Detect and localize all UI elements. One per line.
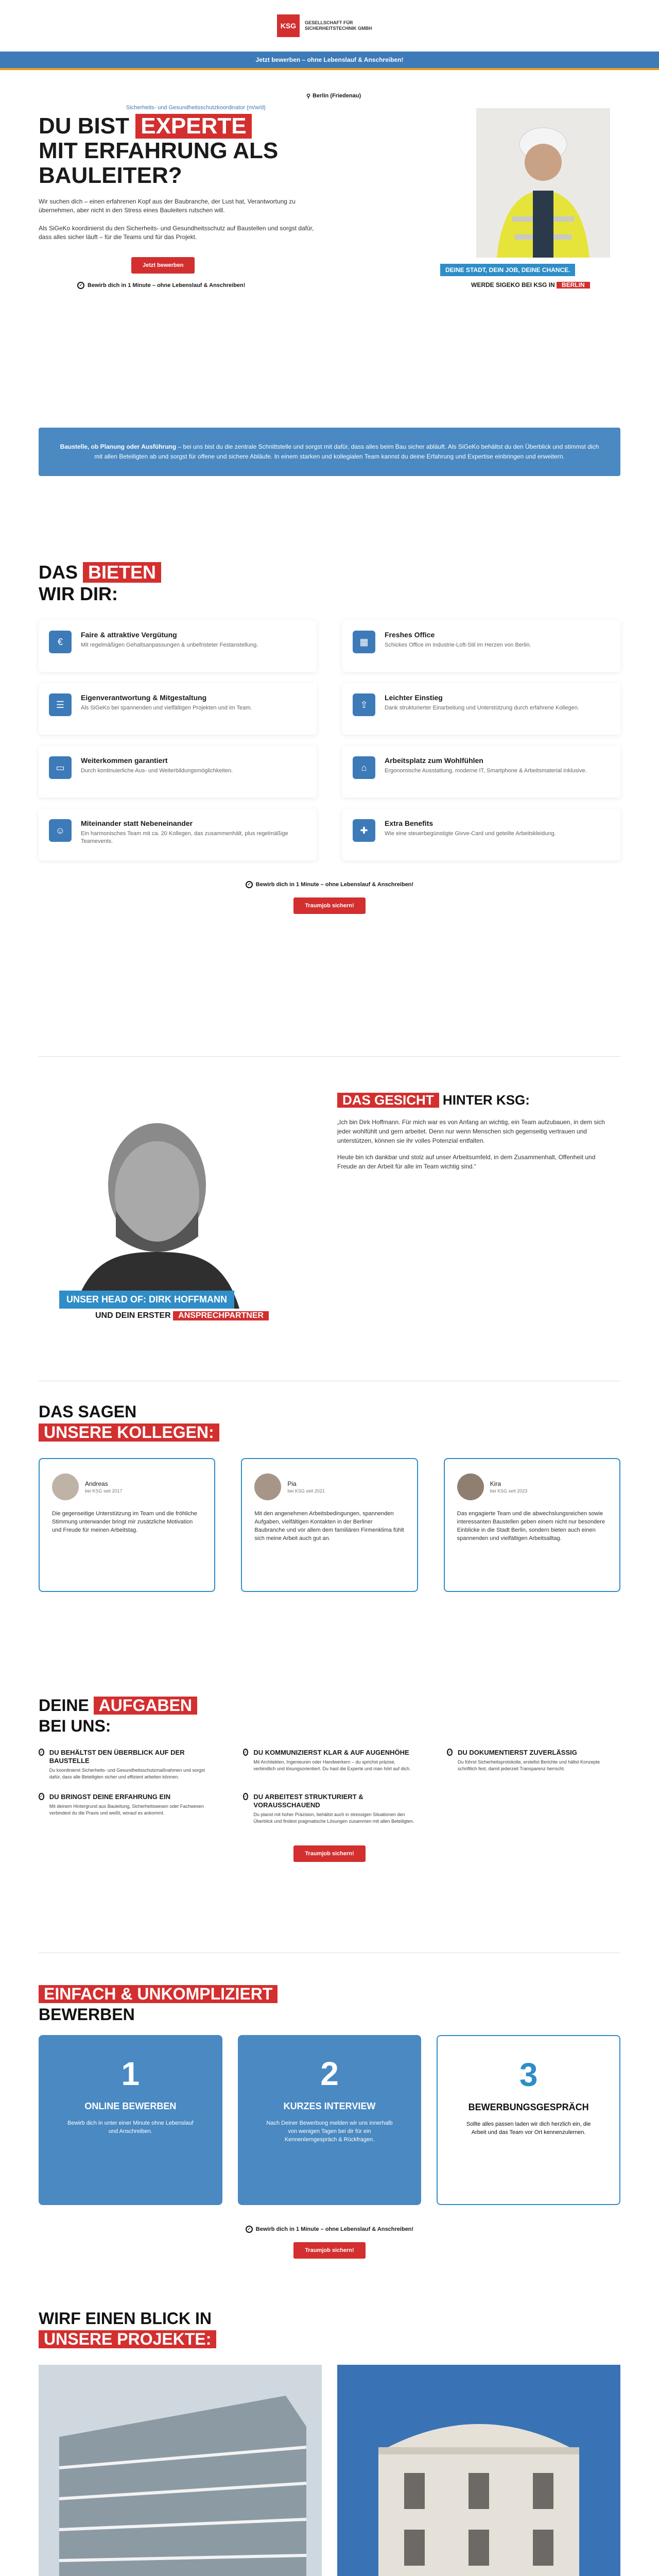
hero-caption-2: WERDE SIGEKO BEI KSG IN BERLIN: [471, 281, 590, 289]
top-banner-accent: [0, 68, 659, 70]
task-item: ✓ DU ARBEITEST STRUKTURIERT & VORAUSSCHAUEND Du planst mit hoher Präzision, behältst auch in stressigen Situationen den Überblick und findest pragmatische Lösungen zusammen mit allen Beteiligten.: [244, 1793, 414, 1824]
benefit-card: ☺ Miteinander statt Nebeneinander Ein harmonisches Team mit ca. 20 Kollegen, das zusammenhält, plus regelmäßige Teamevents.: [39, 809, 317, 860]
apply-title: EINFACH & UNKOMPLIZIERT BEWERBEN: [39, 1984, 620, 2025]
people-icon: ☺: [49, 819, 72, 842]
benefit-card: ✚ Extra Benefits Wie eine steuerbegünstigte Givve-Card und geteilte Arbeitskleidung.: [342, 809, 620, 860]
benefit-card: € Faire & attraktive Vergütung Mit regelmäßigen Gehaltsanpassungen & unbefristeter Festanstellung.: [39, 620, 317, 672]
benefits-apply-button[interactable]: Traumjob sichern!: [293, 897, 365, 914]
benefits-grid: [39, 620, 620, 860]
chair-icon: ⌂: [353, 756, 375, 779]
benefits-cta-wrap: [39, 897, 620, 914]
avatar: [52, 1473, 79, 1500]
apply-step: 3 BEWERBUNGSGESPRÄCH Sollte alles passen laden wir dich herzlich ein, die Arbeit und das Team vor Ort kennenzulernen.: [437, 2035, 620, 2205]
colleagues-title: DAS SAGEN UNSERE KOLLEGEN:: [39, 1401, 620, 1443]
logo[interactable]: KSG: [277, 14, 300, 37]
benefits-title: DAS BIETEN WIR DIR:: [39, 562, 620, 605]
section-divider: [0, 1056, 659, 1057]
apply-steps: [39, 2035, 620, 2205]
hero-caption-1: DEINE STADT, DEIN JOB, DEINE CHANCE.: [440, 264, 575, 276]
face-paragraph-2: Heute bin ich dankbar und stolz auf unser Arbeitsumfeld, in dem Zusammenhalt, Offenheit und Freude an der Arbeit für alle im Team wichtig sind.“: [337, 1154, 596, 1170]
hero-subline: Sicherheits- und Gesundheitsschutzkoordinator (m/w/d): [126, 105, 266, 111]
hero-paragraph-2: Als SiGeKo koordinierst du den Sicherheits- und Gesundheitsschutz auf Baustellen und sorgst dafür, dass alles sicher läuft – für die Teams und für das Projekt.: [39, 225, 314, 241]
tasks-cta-wrap: [39, 1845, 620, 1862]
check-icon: ✓: [77, 282, 84, 289]
hero-cta-wrap: [39, 257, 327, 274]
apply-step: 2 KURZES INTERVIEW Nach Deiner Bewerbung melden wir uns innerhalb von wenigen Tagen bei dir für ein Kennenlerngespräch & Rückfragen.: [238, 2035, 422, 2205]
benefit-card: ⌂ Arbeitsplatz zum Wohlfühlen Ergonomische Ausstattung, moderne IT, Smartphone & Arbeitsmaterial inklusive.: [342, 746, 620, 798]
colleague-card: Kira bei KSG seit 2023 Das engagierte Team und die abwechslungsreichen sowie interessanten Baustellen geben einem nicht nur besondere Einblicke in die Stadt Berlin, sondern bieten auch einen spannenden und vielfältigen Arbeitsalltag.: [444, 1458, 620, 1592]
benefit-card: ⇧ Leichter Einstieg Dank strukturierter Einarbeitung und Unterstützung durch erfahrene Kollegen.: [342, 683, 620, 735]
hero-apply-button[interactable]: Jetzt bewerben: [131, 257, 195, 274]
check-icon: ✓: [447, 1749, 453, 1756]
ceo-caption-1: UNSER HEAD OF: DIRK HOFFMANN: [59, 1291, 234, 1309]
intro-section: [0, 428, 659, 476]
project-gallery: [39, 2365, 620, 2576]
colleague-card: Andreas bei KSG seit 2017 Die gegenseitige Unterstützung im Team und die fröhliche Stimmung unterwander bringt mir zusätzliche Motivation und Freude für meinen Arbeitstag.: [39, 1458, 215, 1592]
office-icon: ▦: [353, 631, 375, 653]
tasks-apply-button[interactable]: Traumjob sichern!: [293, 1845, 365, 1862]
benefit-card: ☰ Eigenverantwortung & Mitgestaltung Als SiGeKo bei spannenden und vielfältigen Projekten und im Team.: [39, 683, 317, 735]
apply-section: [0, 1984, 659, 2259]
hero-paragraph-1: Wir suchen dich – einen erfahrenen Kopf aus der Baubranche, der Lust hat, Verantwortung zu übernehmen, aber nicht in den Stress eines Bauleiters rutschen will.: [39, 198, 296, 214]
ceo-caption-2: UND DEIN ERSTER ANSPRECHPARTNER: [95, 1311, 269, 1320]
apply-apply-button[interactable]: Traumjob sichern!: [293, 2242, 365, 2259]
worker-photo: [476, 108, 610, 258]
face-paragraph-1: „Ich bin Dirk Hoffmann. Für mich war es von Anfang an wichtig, ein Team aufzubauen, in dem sich jeder wohlfühlt und gern arbeitet. Denn nur wenn Menschen sich gegenseitig vertrauen und unterstützen, können sie ihr volles Potenzial entfalten.: [337, 1118, 605, 1144]
laptop-icon: ▭: [49, 756, 72, 779]
check-icon: ✓: [39, 1793, 44, 1800]
ladder-icon: ⇧: [353, 693, 375, 716]
benefit-card: ▦ Freshes Office Schickes Office im Industrie-Loft-Stil im Herzen von Berlin.: [342, 620, 620, 672]
avatar: [457, 1473, 484, 1500]
task-item: ✓ DU KOMMUNIZIERST KLAR & AUF AUGENHÖHE Mit Architekten, Ingenieuren oder Handwerkern – du sprichst präzise, verbindlich und lösungsorientiert. Du hast die Experte und man hört auf dich.: [244, 1749, 411, 1771]
check-icon: ✓: [246, 881, 253, 888]
hero-note: ✓ Bewirb dich in 1 Minute – ohne Lebenslauf & Anschreiben!: [39, 282, 327, 289]
header: [0, 0, 659, 52]
intro-box: Baustelle, ob Planung oder Ausführung – bei uns bist du die zentrale Schnittstelle und sorgst mit dafür, dass alles beim Bau sicher abläuft. Als SiGeKo behältst du den Überblick und stimmst dich mit allen Beteiligten ab und sorgst für offene und sichere Abläufe. In einem starken und kollegialen Team kannst du deine Erfahrung und Expertise einbringen und erweitern.: [39, 428, 620, 476]
top-banner[interactable]: Jetzt bewerben – ohne Lebenslauf & Anschreiben!: [0, 52, 659, 68]
check-icon: ✓: [243, 1749, 249, 1756]
benefit-card: ▭ Weiterkommen garantiert Durch kontinuierliche Aus- und Weiterbildungsmöglichkeiten.: [39, 746, 317, 798]
colleagues-section: [0, 1401, 659, 1592]
logo-text: GESELLSCHAFT FÜR SICHERHEITSTECHNIK GMBH: [305, 20, 372, 31]
location-pin-icon: ⚲: [306, 93, 311, 99]
project-image-building[interactable]: [337, 2365, 620, 2576]
face-text: [337, 1092, 610, 1171]
benefits-note: ✓ Bewirb dich in 1 Minute – ohne Lebenslauf & Anschreiben!: [39, 881, 620, 888]
check-icon: ✓: [246, 2226, 253, 2233]
face-title: DAS GESICHT HINTER KSG:: [337, 1092, 610, 1108]
colleague-card: Pia bei KSG seit 2021 Mit den angenehmen Arbeitsbedingungen, spannenden Aufgaben, vielfältigen Kontakten in der Berliner Baubranche und vor allem dem familiären Firmenklima fühlt sich meine Arbeit auch gut an.: [241, 1458, 418, 1592]
apply-note: ✓ Bewirb dich in 1 Minute – ohne Lebenslauf & Anschreiben!: [39, 2226, 620, 2233]
task-item: ✓ DU DOKUMENTIERST ZUVERLÄSSIG Du führst Sicherheitsprotokolle, erstellst Berichte und hältst Konzepte schriftlich fest, damit jederzeit Transparenz herrscht.: [448, 1749, 600, 1771]
tasks-grid: [39, 1749, 620, 1825]
avatar: [254, 1473, 281, 1500]
check-icon: ✓: [39, 1749, 44, 1756]
project-image-office[interactable]: [39, 2365, 322, 2576]
tasks-title: DEINE AUFGABEN BEI UNS:: [39, 1695, 620, 1736]
hero-section: [0, 93, 659, 402]
task-item: ✓ DU BEHÄLTST DEN ÜBERBLICK AUF DER BAUSTELLE Du koordinierst Sicherheits- und Gesundheitsschutzmaßnahmen und sorgst dafür, dass alle Beteiligten sicher und effizient arbeiten können.: [40, 1749, 205, 1780]
hero-visual: [440, 108, 620, 335]
projects-section: [0, 2308, 659, 2576]
gift-icon: ✚: [353, 819, 375, 842]
hero-text: [39, 93, 361, 289]
team-icon: ☰: [49, 693, 72, 716]
colleague-cards: [39, 1458, 620, 1592]
hero-title: DU BIST EXPERTE MIT ERFAHRUNG ALS BAULEITER?: [39, 113, 279, 189]
location: ⚲ Berlin (Friedenau): [306, 93, 361, 99]
apply-cta-wrap: [39, 2242, 620, 2259]
task-item: ✓ DU BRINGST DEINE ERFAHRUNG EIN Mit deinem Hintergrund aus Bauleitung, Sicherheitswesen oder Fachwesen verbindest du die Praxis und weißt, worauf es ankommt.: [40, 1793, 204, 1816]
euro-icon: €: [49, 631, 72, 653]
apply-step: 1 ONLINE BEWERBEN Bewirb dich in unter einer Minute ohne Lebenslauf und Anschreiben.: [39, 2035, 222, 2205]
check-icon: ✓: [243, 1793, 249, 1800]
benefits-section: [0, 562, 659, 914]
tasks-section: [0, 1695, 659, 1862]
ceo-photo: [59, 1103, 255, 1309]
projects-title: WIRF EINEN BLICK IN UNSERE PROJEKTE:: [39, 2308, 620, 2349]
face-section: [0, 1087, 659, 1376]
